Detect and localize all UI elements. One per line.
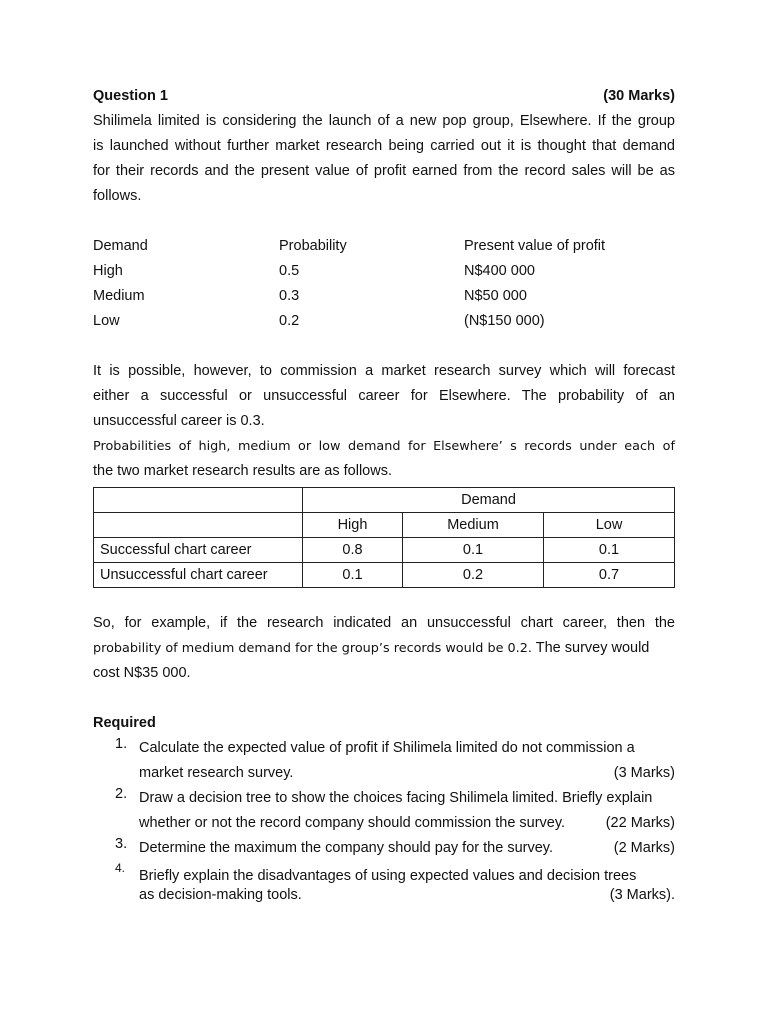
question-marks: (30 Marks): [603, 88, 675, 104]
demand-group-header: Demand: [303, 488, 675, 513]
probability-header: Probability: [279, 238, 347, 254]
question-header: [93, 84, 675, 109]
probability-cell: 0.3: [279, 288, 300, 304]
column-header-low: Low: [544, 513, 675, 538]
item-marks: (3 Marks).: [609, 887, 675, 903]
list-item: [93, 786, 675, 836]
item-text: Calculate the expected value of profit if Shilimela limited do not commission a: [139, 740, 635, 756]
survey-line: It is possible, however, to commission a market research survey which will forecast: [93, 363, 675, 379]
required-list: [93, 736, 675, 905]
question-title: Question 1: [93, 88, 168, 104]
demand-row: [93, 284, 675, 309]
item-text: as decision-making tools.: [139, 887, 302, 903]
required-heading: Required: [93, 715, 156, 731]
table-cell: 0.1: [544, 538, 675, 563]
item-text: Determine the maximum the company should pay for the survey.: [139, 840, 553, 856]
table-cell-empty: [94, 488, 303, 513]
survey-line: unsuccessful career is 0.3.: [93, 413, 265, 429]
profit-cell: (N$150 000): [464, 313, 545, 329]
demand-table: [93, 234, 675, 334]
profit-cell: N$50 000: [464, 288, 527, 304]
table-row: [94, 563, 675, 588]
item-marks: (22 Marks): [605, 815, 675, 831]
row-label: Successful chart career: [94, 538, 303, 563]
intro-line: follows.: [93, 188, 142, 204]
column-header-high: High: [303, 513, 403, 538]
table-cell: 0.1: [303, 563, 403, 588]
item-marks: (3 Marks): [613, 765, 675, 781]
profit-header: Present value of profit: [464, 238, 606, 254]
demand-header: Demand: [93, 238, 148, 254]
row-label: Unsuccessful chart career: [94, 563, 303, 588]
document-page: [93, 84, 675, 905]
example-line: So, for example, if the research indicated an unsuccessful chart career, then the: [93, 615, 675, 631]
intro-paragraph: [93, 109, 675, 209]
table-row: [94, 488, 675, 513]
profit-cell: N$400 000: [464, 263, 535, 279]
example-line: [93, 636, 675, 661]
example-line: cost N$35 000.: [93, 665, 191, 681]
research-results-table: [93, 487, 675, 588]
probability-cell: 0.5: [279, 263, 300, 279]
demand-table-header: [93, 234, 675, 259]
table-cell: 0.7: [544, 563, 675, 588]
table-cell-empty: [94, 513, 303, 538]
demand-cell: Low: [93, 313, 120, 329]
list-item: [93, 836, 675, 861]
table-cell: 0.1: [403, 538, 544, 563]
example-probability-text: probability of medium demand for the group’s records would be 0.2.: [93, 641, 532, 656]
table-cell: 0.2: [403, 563, 544, 588]
item-marks: (2 Marks): [613, 840, 675, 856]
item-text: Draw a decision tree to show the choices facing Shilimela limited. Briefly explain: [139, 790, 653, 806]
item-text: whether or not the record company should commission the survey.: [139, 815, 566, 831]
probabilities-line: Probabilities of high, medium or low demand for Elsewhere’ s records under each of: [93, 439, 675, 454]
survey-paragraph: [93, 359, 675, 484]
list-item: [93, 736, 675, 786]
demand-row: [93, 309, 675, 334]
item-number: 4.: [115, 861, 126, 875]
item-text: Briefly explain the disadvantages of using expected values and decision trees: [139, 868, 637, 884]
intro-line: Shilimela limited is considering the launch of a new pop group, Elsewhere. If the group: [93, 113, 675, 129]
item-text: market research survey.: [139, 765, 294, 781]
table-row: [94, 513, 675, 538]
column-header-medium: Medium: [403, 513, 544, 538]
intro-line: for their records and the present value of profit earned from the record sales will be as: [93, 163, 675, 179]
table-row: [94, 538, 675, 563]
intro-line: is launched without further market research being carried out it is thought that demand: [93, 138, 675, 154]
example-paragraph: [93, 611, 675, 686]
probability-cell: 0.2: [279, 313, 300, 329]
example-survey-text: The survey would: [531, 640, 650, 656]
probabilities-line-2: the two market research results are as follows.: [93, 463, 392, 479]
list-item: [93, 861, 675, 905]
survey-line: either a successful or unsuccessful career for Elsewhere. The probability of an: [93, 388, 675, 404]
demand-row: [93, 259, 675, 284]
item-number: 1.: [115, 736, 128, 752]
demand-cell: Medium: [93, 288, 145, 304]
demand-cell: High: [93, 263, 123, 279]
item-number: 3.: [115, 836, 128, 852]
item-number: 2.: [115, 786, 128, 802]
table-cell: 0.8: [303, 538, 403, 563]
